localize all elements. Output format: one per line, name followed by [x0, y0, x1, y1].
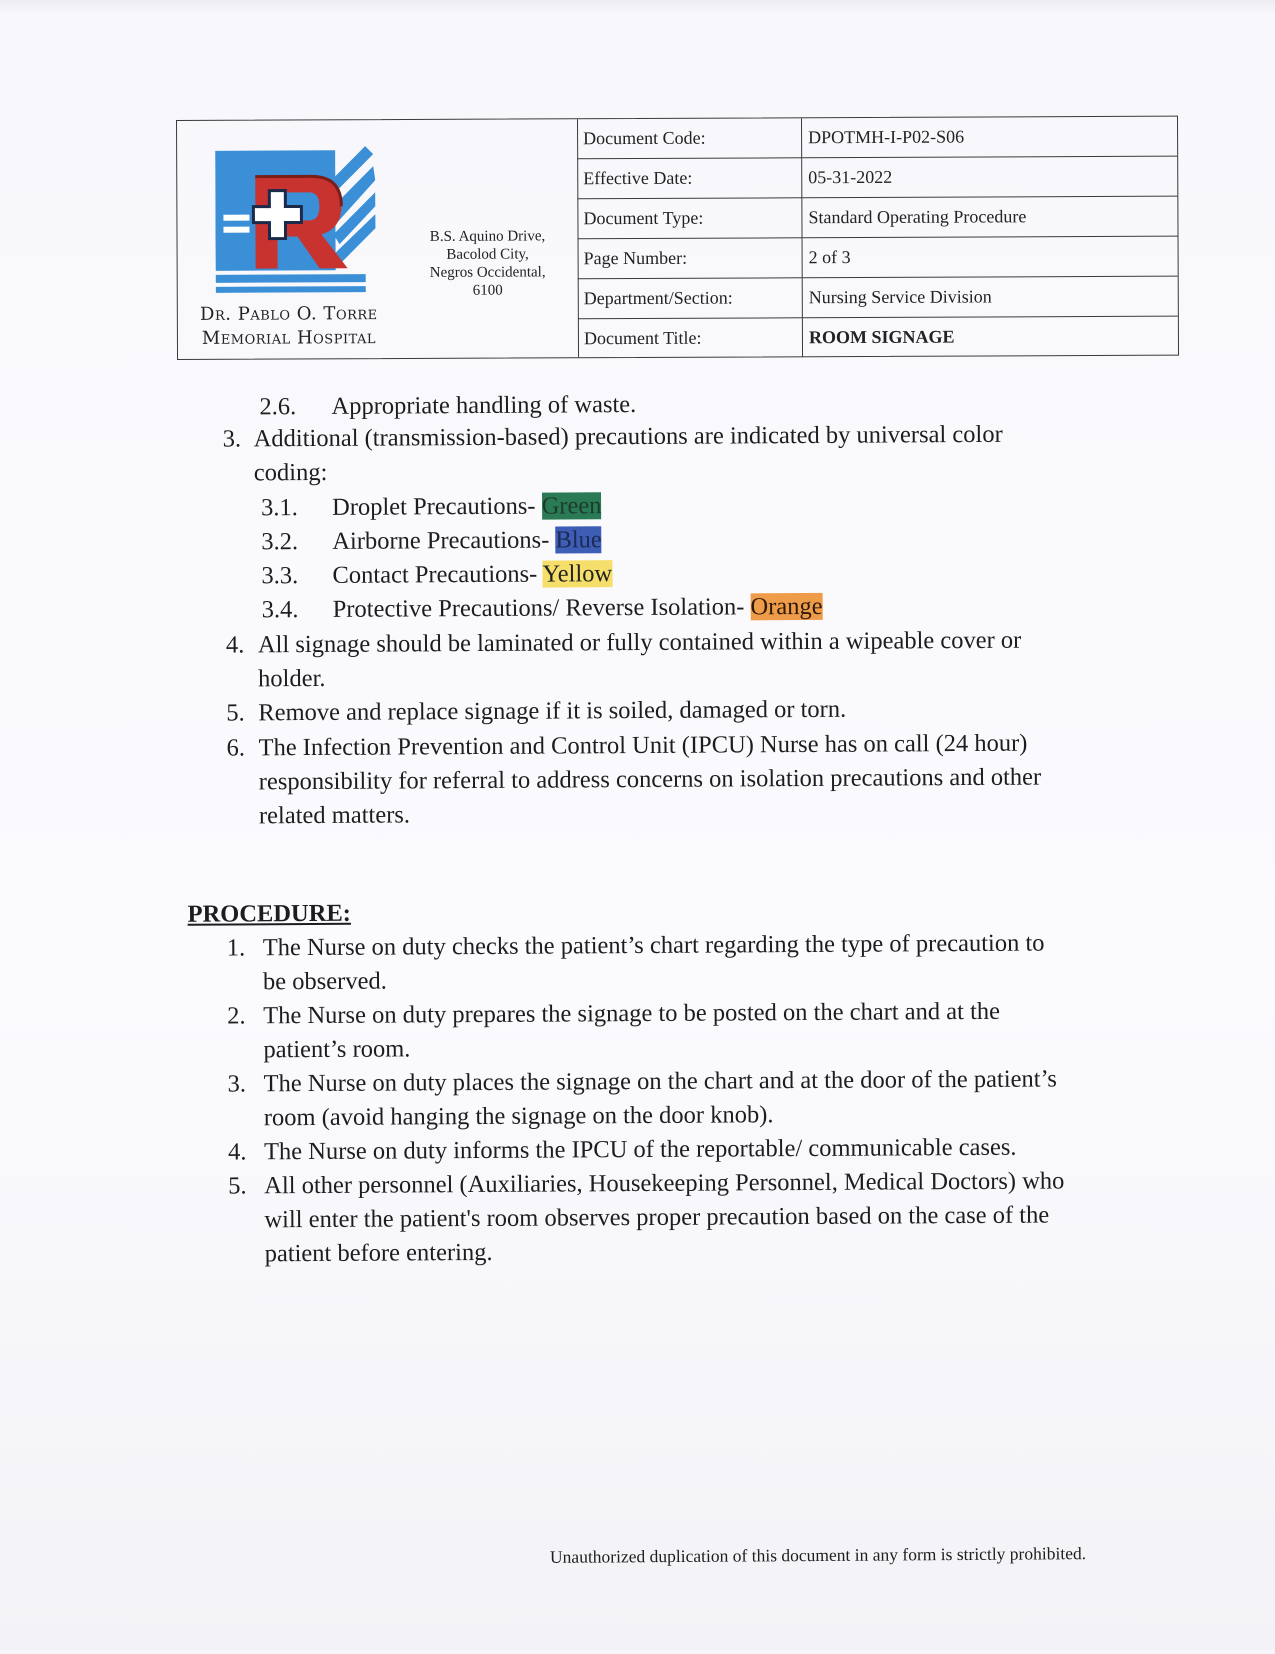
- item-text: [332, 523, 602, 558]
- document-code-value: DPOTMH-I-P02-S06: [801, 117, 1177, 158]
- item-number: 3.4.: [261, 596, 299, 624]
- effective-date-value: 05-31-2022: [802, 156, 1178, 198]
- item-text: related matters.: [258, 801, 411, 830]
- address-line3: Negros Occidental,: [429, 264, 546, 281]
- document-type-value: Standard Operating Procedure: [802, 196, 1178, 238]
- step-text: The Nurse on duty prepares the signage to be posted on the chart and at the: [263, 997, 1001, 1030]
- procedure-heading: PROCEDURE:: [187, 899, 351, 928]
- hospital-name-line1: Dr. Pablo O. Torre: [199, 303, 378, 325]
- item-number: 2.6.: [259, 393, 297, 421]
- item-text: coding:: [253, 458, 328, 487]
- meta-label: Page Number:: [578, 238, 803, 279]
- color-code-orange: Orange: [750, 592, 823, 621]
- item-text: Additional (transmission-based) precautions are indicated by universal color: [253, 420, 1003, 453]
- step-text: be observed.: [262, 967, 387, 996]
- item-number: 4.: [225, 631, 245, 659]
- color-code-green: Green: [541, 492, 602, 520]
- step-text: will enter the patient's room observes proper precaution based on the case of the: [264, 1201, 1050, 1234]
- item-number: 3.2.: [261, 528, 299, 556]
- item-number: 6.: [226, 734, 246, 762]
- precaution-label: Airborne Precautions-: [332, 526, 550, 555]
- item-text: The Infection Prevention and Control Unit (IPCU) Nurse has on call (24 hour): [258, 729, 1028, 762]
- step-number: 5.: [228, 1172, 247, 1200]
- item-text: [332, 557, 612, 592]
- item-text: holder.: [258, 664, 326, 693]
- step-text: The Nurse on duty checks the patient’s chart regarding the type of precaution to: [262, 929, 1045, 962]
- item-text: Remove and replace signage if it is soiled, damaged or torn.: [258, 695, 847, 727]
- meta-label: Department/Section:: [578, 278, 803, 319]
- address-line4: 6100: [472, 282, 503, 299]
- precaution-label: Protective Precautions/ Reverse Isolation-: [332, 593, 745, 623]
- color-code-blue: Blue: [555, 526, 602, 554]
- item-text: All signage should be laminated or fully contained within a wipeable cover or: [257, 626, 1022, 659]
- page-number-value: 2 of 3: [802, 236, 1178, 278]
- step-number: 1.: [226, 934, 246, 962]
- step-text: patient before entering.: [264, 1238, 493, 1268]
- department-value: Nursing Service Division: [802, 276, 1178, 318]
- item-text: [333, 590, 823, 626]
- item-number: 3.3.: [261, 562, 299, 590]
- step-text: patient’s room.: [263, 1035, 411, 1064]
- item-number: 3.: [222, 425, 242, 453]
- item-text: responsibility for referral to address concerns on isolation precautions and other: [258, 763, 1042, 796]
- address-line1: B.S. Aquino Drive,: [429, 228, 546, 245]
- precaution-label: Contact Precautions-: [332, 560, 538, 589]
- address-line2: Bacolod City,: [446, 246, 529, 263]
- meta-label: Document Type:: [577, 198, 802, 239]
- step-text: room (avoid hanging the signage on the door knob).: [263, 1101, 774, 1132]
- item-text: Appropriate handling of waste.: [331, 391, 637, 420]
- step-number: 4.: [227, 1138, 247, 1166]
- meta-label: Effective Date:: [577, 158, 802, 199]
- meta-label: Document Code:: [577, 118, 802, 158]
- step-number: 2.: [227, 1002, 246, 1030]
- item-number: 5.: [226, 699, 245, 727]
- footer-disclaimer: Unauthorized duplication of this document in any form is strictly prohibited.: [549, 1543, 1087, 1567]
- step-text: The Nurse on duty places the signage on the chart and at the door of the patient’s: [263, 1065, 1057, 1098]
- hospital-name-line2: Memorial Hospital: [201, 327, 377, 349]
- meta-label: Document Title:: [578, 318, 803, 358]
- item-number: 3.1.: [261, 494, 298, 522]
- step-text: All other personnel (Auxiliaries, Housekeeping Personnel, Medical Doctors) who: [264, 1167, 1065, 1200]
- step-text: The Nurse on duty informs the IPCU of the reportable/ communicable cases.: [263, 1133, 1017, 1166]
- color-code-yellow: Yellow: [542, 560, 613, 588]
- step-number: 3.: [227, 1070, 247, 1098]
- document-title-value: ROOM SIGNAGE: [808, 326, 955, 348]
- item-text: [332, 489, 602, 524]
- precaution-label: Droplet Precautions-: [332, 492, 536, 521]
